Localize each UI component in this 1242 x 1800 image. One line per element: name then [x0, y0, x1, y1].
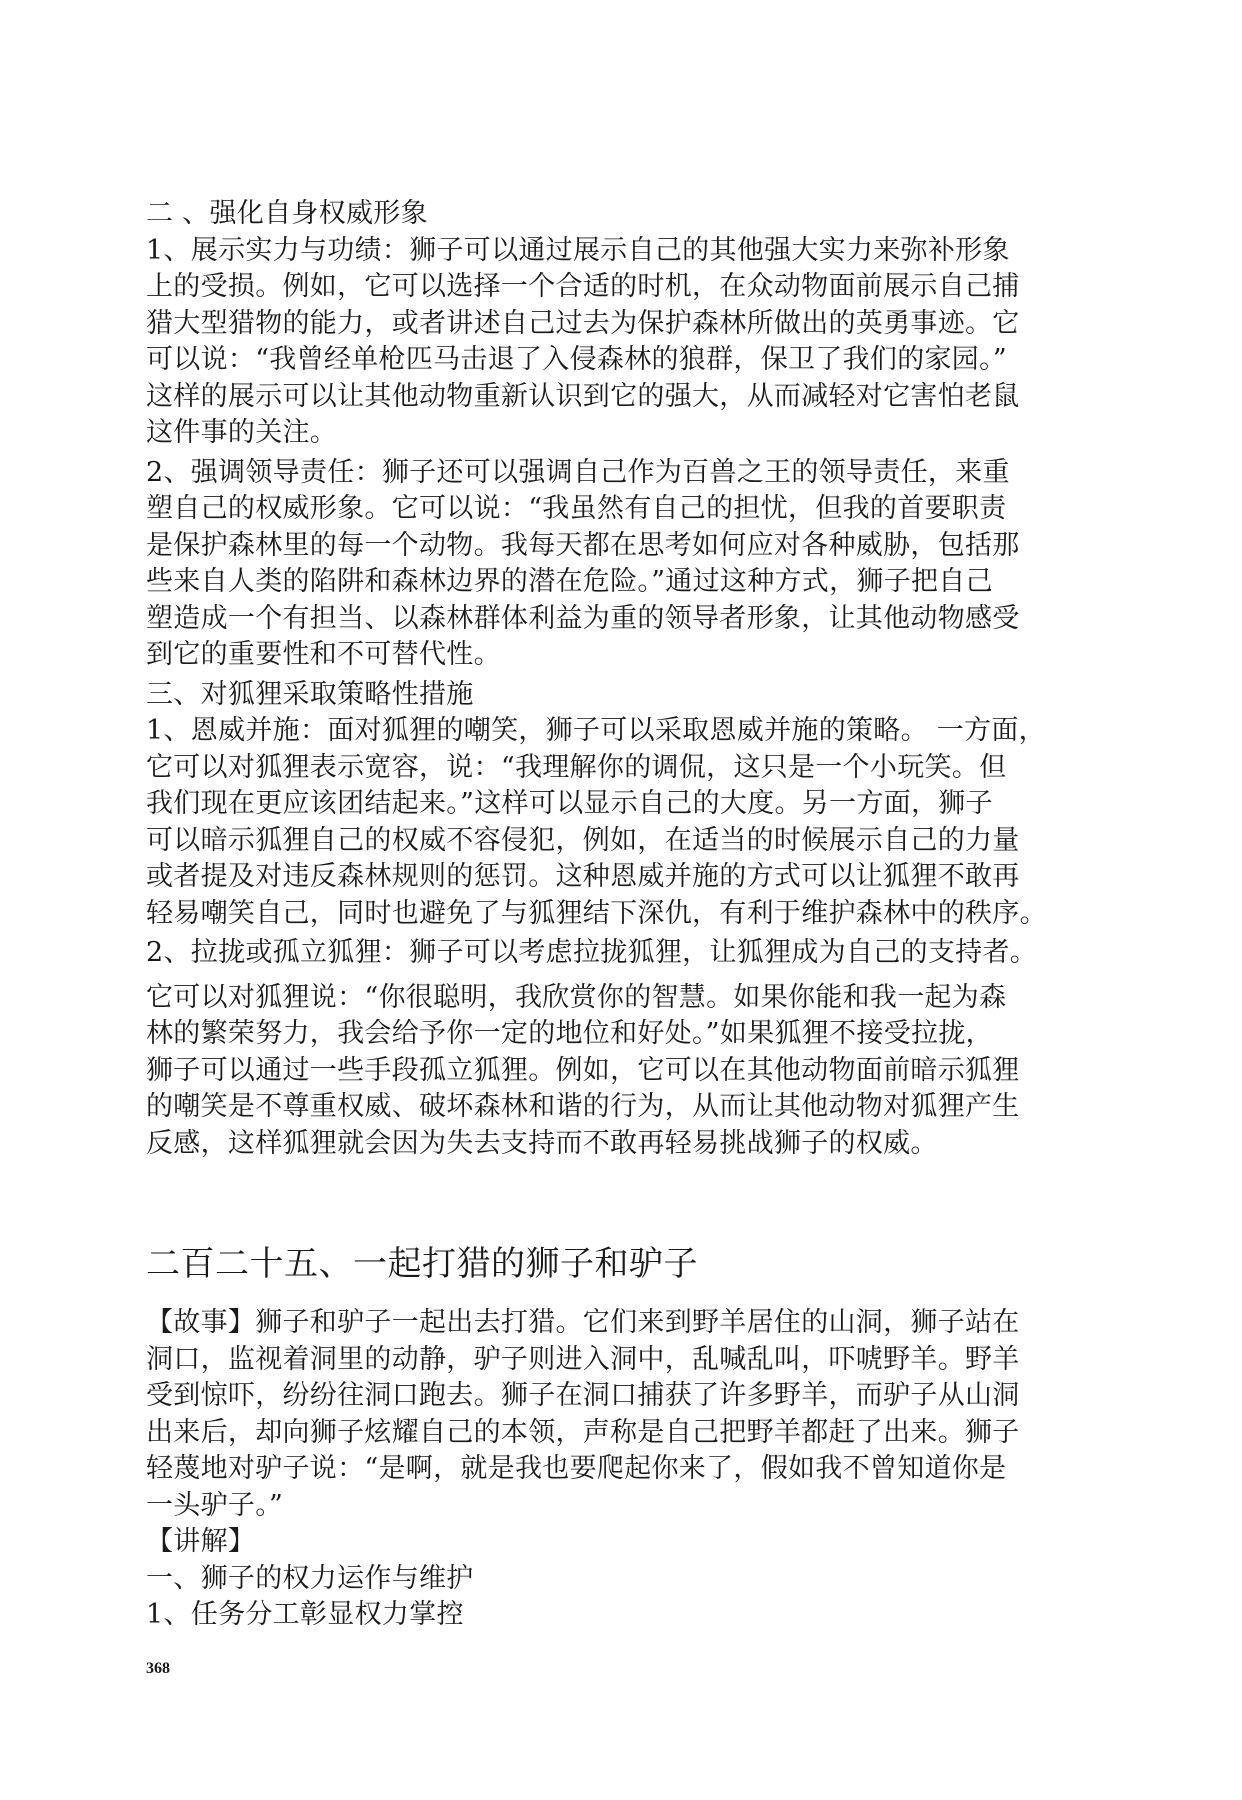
text-line: 猎大型猎物的能力，或者讲述自己过去为保护森林所做出的英勇事迹。它: [146, 307, 1020, 339]
main-text: [146, 196, 1086, 1162]
text-line: 可以说：“我曾经单枪匹马击退了入侵森林的狼群，保卫了我们的家园。”: [146, 344, 1008, 375]
paragraph: [146, 455, 1086, 674]
text-line: 到它的重要性和不可替代性。: [146, 639, 501, 670]
subsection-heading: 一、狮子的权力运作与维护: [146, 1562, 474, 1594]
paragraph: [146, 1305, 1086, 1524]
paragraph: [146, 935, 1086, 1162]
text-line: 的嘲笑是不尊重权威、破坏森林和谐的行为，从而让其他动物对狐狸产生: [146, 1091, 1020, 1122]
text-line: 轻蔑地对驴子说：“是啊，就是我也要爬起你来了，假如我不曾知道你是: [146, 1453, 1007, 1484]
text-line: 塑造成一个有担当、以森林群体利益为重的领导者形象，让其他动物感受: [146, 602, 1020, 634]
text-line: 【故事】狮子和驴子一起出去打猎。它们来到野羊居住的山洞，狮子站在: [146, 1307, 1020, 1338]
text-line: 一头驴子。”: [146, 1489, 284, 1521]
text-line: 可以暗示狐狸自己的权威不容侵犯，例如，在适当的时候展示自己的力量: [146, 824, 1020, 856]
subsection-item: 1、任务分工彰显权力掌控: [146, 1599, 464, 1630]
paragraph: [146, 713, 1086, 932]
text-line: 受到惊吓，纷纷往洞口跑去。狮子在洞口捕获了许多野羊，而驴子从山洞: [146, 1380, 1020, 1411]
text-line: 它可以对狐狸说：“你很聪明，我欣赏你的智慧。如果你能和我一起为森: [146, 981, 1007, 1013]
text-line: 2、拉拢或孤立狐狸：狮子可以考虑拉拢狐狸，让狐狸成为自己的支持者。: [146, 937, 1038, 968]
story-text: [146, 1305, 1086, 1634]
section-heading: 二 、强化自身权威形象: [146, 198, 428, 229]
text-line: 些来自人类的陷阱和森林边界的潜在危险。”通过这种方式，狮子把自己: [146, 566, 993, 597]
section-heading: 三、对狐狸采取策略性措施: [146, 678, 474, 710]
page-number: 368: [146, 1660, 170, 1677]
explain-label: 【讲解】: [146, 1526, 256, 1557]
text-line: 狮子可以通过一些手段孤立狐狸。例如，它可以在其他动物面前暗示狐狸: [146, 1054, 1020, 1086]
chapter-title: 二百二十五、一起打猎的狮子和驴子: [146, 1244, 698, 1284]
text-line: 或者提及对违反森林规则的惩罚。这种恩威并施的方式可以让狐狸不敢再: [146, 861, 1020, 892]
text-line: 1、展示实力与功绩：狮子可以通过展示自己的其他强大实力来弥补形象: [146, 234, 1010, 266]
text-line: 塑自己的权威形象。它可以说：“我虽然有自己的担忧，但我的首要职责: [146, 493, 1007, 524]
text-line: 它可以对狐狸表示宽容，说：“我理解你的调侃，这只是一个小玩笑。但: [146, 751, 1007, 783]
text-line: 林的繁荣努力，我会给予你一定的地位和好处。”如果狐狸不接受拉拢，: [146, 1018, 993, 1049]
text-line: 是保护森林里的每一个动物。我每天都在思考如何应对各种威胁，包括那: [146, 529, 1020, 561]
text-line: 出来后，却向狮子炫耀自己的本领，声称是自己把野羊都赶了出来。狮子: [146, 1416, 1020, 1448]
text-line: 反感，这样狐狸就会因为失去支持而不敢再轻易挑战狮子的权威。: [146, 1127, 938, 1159]
paragraph: [146, 233, 1086, 452]
text-line: 这件事的关注。: [146, 417, 338, 448]
text-line: 我们现在更应该团结起来。”这样可以显示自己的大度。另一方面，狮子: [146, 788, 993, 819]
text-line: 轻易嘲笑自己，同时也避免了与狐狸结下深仇，有利于维护森林中的秩序。: [146, 897, 1047, 929]
text-line: 2、强调领导责任：狮子还可以强调自己作为百兽之王的领导责任，来重: [146, 456, 1010, 488]
text-line: 上的受损。例如，它可以选择一个合适的时机，在众动物面前展示自己捕: [146, 271, 1020, 302]
text-line: 洞口，监视着洞里的动静，驴子则进入洞中，乱喊乱叫，吓唬野羊。野羊: [146, 1343, 1020, 1375]
text-line: 这样的展示可以让其他动物重新认识到它的强大，从而减轻对它害怕老鼠: [146, 380, 1020, 412]
text-line: 1、恩威并施：面对狐狸的嘲笑，狮子可以采取恩威并施的策略。 一方面，: [146, 715, 1046, 746]
